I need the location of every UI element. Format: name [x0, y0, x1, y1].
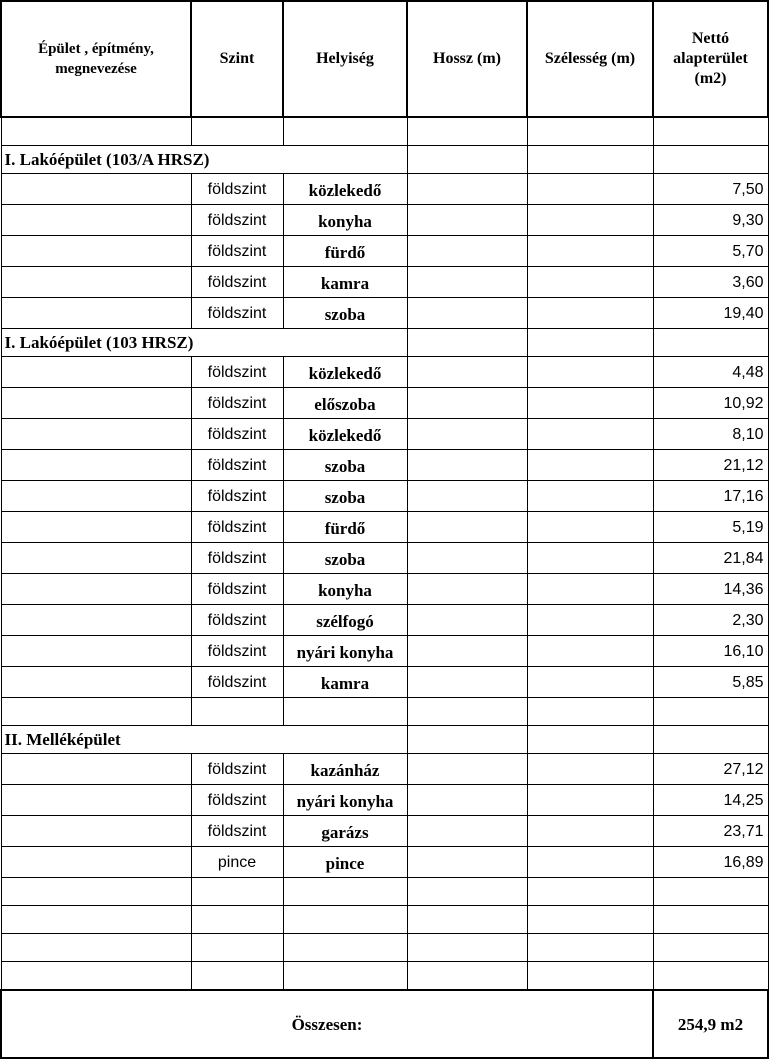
room-cell: konyha — [283, 205, 407, 236]
name-cell — [1, 754, 191, 785]
length-cell — [407, 357, 527, 388]
empty-cell — [653, 329, 768, 357]
header-room: Helyiség — [283, 1, 407, 117]
area-cell: 21,84 — [653, 543, 768, 574]
width-cell — [527, 574, 653, 605]
empty-row — [1, 962, 768, 991]
section-title: II. Melléképület — [1, 726, 283, 754]
empty-cell — [1, 934, 191, 962]
empty-cell — [1, 906, 191, 934]
spacer-row — [1, 117, 768, 146]
total-value: 254,9 m2 — [653, 990, 768, 1058]
room-cell: előszoba — [283, 388, 407, 419]
level-cell: földszint — [191, 512, 283, 543]
table-row — [1, 667, 768, 698]
width-cell — [527, 605, 653, 636]
room-cell: közlekedő — [283, 357, 407, 388]
empty-cell — [283, 698, 407, 726]
name-cell — [1, 205, 191, 236]
width-cell — [527, 298, 653, 329]
table-row — [1, 512, 768, 543]
empty-cell — [1, 117, 191, 146]
empty-cell — [527, 117, 653, 146]
area-cell: 7,50 — [653, 174, 768, 205]
empty-cell — [653, 906, 768, 934]
length-cell — [407, 450, 527, 481]
area-cell: 9,30 — [653, 205, 768, 236]
length-cell — [407, 605, 527, 636]
name-cell — [1, 636, 191, 667]
header-level: Szint — [191, 1, 283, 117]
width-cell — [527, 450, 653, 481]
empty-cell — [653, 117, 768, 146]
empty-row — [1, 878, 768, 906]
width-cell — [527, 205, 653, 236]
area-cell: 17,16 — [653, 481, 768, 512]
area-cell: 10,92 — [653, 388, 768, 419]
level-cell: földszint — [191, 419, 283, 450]
room-cell: garázs — [283, 816, 407, 847]
room-cell: fürdő — [283, 512, 407, 543]
table-row — [1, 543, 768, 574]
level-cell: földszint — [191, 236, 283, 267]
level-cell: földszint — [191, 174, 283, 205]
width-cell — [527, 847, 653, 878]
section-title: I. Lakóépület (103 HRSZ) — [1, 329, 283, 357]
room-cell: konyha — [283, 574, 407, 605]
room-cell: szoba — [283, 543, 407, 574]
level-cell: földszint — [191, 605, 283, 636]
table-row — [1, 174, 768, 205]
room-cell: szélfogó — [283, 605, 407, 636]
level-cell: pince — [191, 847, 283, 878]
level-cell: földszint — [191, 450, 283, 481]
table-row — [1, 419, 768, 450]
width-cell — [527, 419, 653, 450]
room-cell: kamra — [283, 667, 407, 698]
name-cell — [1, 816, 191, 847]
empty-cell — [653, 962, 768, 991]
length-cell — [407, 419, 527, 450]
section-title-row — [1, 329, 768, 357]
empty-cell — [283, 934, 407, 962]
empty-cell — [407, 934, 527, 962]
empty-cell — [191, 117, 283, 146]
empty-cell — [653, 698, 768, 726]
empty-cell — [653, 934, 768, 962]
name-cell — [1, 388, 191, 419]
empty-cell — [283, 146, 407, 174]
empty-cell — [527, 146, 653, 174]
header-width: Szélesség (m) — [527, 1, 653, 117]
empty-cell — [527, 962, 653, 991]
empty-cell — [407, 117, 527, 146]
empty-cell — [527, 878, 653, 906]
table-row — [1, 816, 768, 847]
area-cell: 16,10 — [653, 636, 768, 667]
empty-row — [1, 934, 768, 962]
width-cell — [527, 357, 653, 388]
area-cell: 14,25 — [653, 785, 768, 816]
total-label: Összesen: — [1, 990, 653, 1058]
level-cell: földszint — [191, 667, 283, 698]
empty-cell — [191, 906, 283, 934]
level-cell: földszint — [191, 357, 283, 388]
area-cell: 19,40 — [653, 298, 768, 329]
length-cell — [407, 388, 527, 419]
length-cell — [407, 236, 527, 267]
room-cell: közlekedő — [283, 174, 407, 205]
length-cell — [407, 512, 527, 543]
empty-cell — [283, 878, 407, 906]
level-cell: földszint — [191, 267, 283, 298]
empty-cell — [407, 146, 527, 174]
empty-cell — [527, 698, 653, 726]
area-cell: 5,70 — [653, 236, 768, 267]
area-cell: 5,85 — [653, 667, 768, 698]
room-cell: szoba — [283, 481, 407, 512]
level-cell: földszint — [191, 298, 283, 329]
level-cell: földszint — [191, 785, 283, 816]
section-title-row — [1, 726, 768, 754]
table-row — [1, 754, 768, 785]
empty-cell — [1, 878, 191, 906]
name-cell — [1, 450, 191, 481]
room-cell: kazánház — [283, 754, 407, 785]
empty-cell — [407, 962, 527, 991]
area-cell: 8,10 — [653, 419, 768, 450]
area-cell: 23,71 — [653, 816, 768, 847]
name-cell — [1, 481, 191, 512]
name-cell — [1, 543, 191, 574]
empty-cell — [283, 329, 407, 357]
name-cell — [1, 574, 191, 605]
width-cell — [527, 816, 653, 847]
empty-cell — [191, 934, 283, 962]
name-cell — [1, 357, 191, 388]
level-cell: földszint — [191, 636, 283, 667]
empty-cell — [527, 906, 653, 934]
length-cell — [407, 543, 527, 574]
table-row — [1, 298, 768, 329]
length-cell — [407, 298, 527, 329]
name-cell — [1, 667, 191, 698]
area-cell: 27,12 — [653, 754, 768, 785]
header-area: Nettó alapterület (m2) — [653, 1, 768, 117]
empty-cell — [407, 878, 527, 906]
name-cell — [1, 236, 191, 267]
section-title-row — [1, 146, 768, 174]
level-cell: földszint — [191, 388, 283, 419]
room-cell: nyári konyha — [283, 636, 407, 667]
empty-cell — [653, 146, 768, 174]
spacer-row — [1, 698, 768, 726]
empty-cell — [407, 329, 527, 357]
area-cell: 5,19 — [653, 512, 768, 543]
length-cell — [407, 816, 527, 847]
width-cell — [527, 481, 653, 512]
header-row — [1, 1, 768, 117]
name-cell — [1, 298, 191, 329]
width-cell — [527, 785, 653, 816]
empty-cell — [653, 726, 768, 754]
empty-cell — [407, 906, 527, 934]
name-cell — [1, 174, 191, 205]
length-cell — [407, 174, 527, 205]
length-cell — [407, 636, 527, 667]
header-name: Épület , építmény, megnevezése — [1, 1, 191, 117]
area-cell: 21,12 — [653, 450, 768, 481]
section-title: I. Lakóépület (103/A HRSZ) — [1, 146, 283, 174]
empty-cell — [283, 726, 407, 754]
table-row — [1, 785, 768, 816]
table-row — [1, 847, 768, 878]
name-cell — [1, 785, 191, 816]
level-cell: földszint — [191, 754, 283, 785]
empty-cell — [653, 878, 768, 906]
empty-row — [1, 906, 768, 934]
level-cell: földszint — [191, 481, 283, 512]
area-cell: 16,89 — [653, 847, 768, 878]
table-row — [1, 267, 768, 298]
width-cell — [527, 236, 653, 267]
table-row — [1, 205, 768, 236]
level-cell: földszint — [191, 205, 283, 236]
empty-cell — [407, 698, 527, 726]
table-row — [1, 388, 768, 419]
length-cell — [407, 754, 527, 785]
area-cell: 14,36 — [653, 574, 768, 605]
width-cell — [527, 754, 653, 785]
empty-cell — [527, 934, 653, 962]
empty-cell — [527, 329, 653, 357]
table-row — [1, 357, 768, 388]
empty-cell — [191, 962, 283, 991]
empty-cell — [283, 117, 407, 146]
name-cell — [1, 847, 191, 878]
length-cell — [407, 481, 527, 512]
table-row — [1, 574, 768, 605]
name-cell — [1, 605, 191, 636]
table-row — [1, 236, 768, 267]
name-cell — [1, 419, 191, 450]
length-cell — [407, 205, 527, 236]
empty-cell — [527, 726, 653, 754]
empty-cell — [191, 878, 283, 906]
length-cell — [407, 574, 527, 605]
length-cell — [407, 785, 527, 816]
room-cell: közlekedő — [283, 419, 407, 450]
name-cell — [1, 512, 191, 543]
area-cell: 2,30 — [653, 605, 768, 636]
empty-cell — [283, 906, 407, 934]
area-cell: 3,60 — [653, 267, 768, 298]
empty-cell — [191, 698, 283, 726]
level-cell: földszint — [191, 543, 283, 574]
table-row — [1, 450, 768, 481]
table-row — [1, 636, 768, 667]
width-cell — [527, 512, 653, 543]
room-cell: szoba — [283, 450, 407, 481]
room-cell: kamra — [283, 267, 407, 298]
table-row — [1, 481, 768, 512]
empty-cell — [1, 962, 191, 991]
length-cell — [407, 847, 527, 878]
width-cell — [527, 388, 653, 419]
width-cell — [527, 267, 653, 298]
area-cell: 4,48 — [653, 357, 768, 388]
empty-cell — [407, 726, 527, 754]
length-cell — [407, 667, 527, 698]
total-row — [1, 990, 768, 1058]
width-cell — [527, 543, 653, 574]
level-cell: földszint — [191, 574, 283, 605]
width-cell — [527, 636, 653, 667]
width-cell — [527, 667, 653, 698]
empty-cell — [1, 698, 191, 726]
level-cell: földszint — [191, 816, 283, 847]
length-cell — [407, 267, 527, 298]
empty-cell — [283, 962, 407, 991]
table-row — [1, 605, 768, 636]
room-cell: nyári konyha — [283, 785, 407, 816]
room-cell: szoba — [283, 298, 407, 329]
room-cell: pince — [283, 847, 407, 878]
header-length: Hossz (m) — [407, 1, 527, 117]
name-cell — [1, 267, 191, 298]
room-cell: fürdő — [283, 236, 407, 267]
width-cell — [527, 174, 653, 205]
